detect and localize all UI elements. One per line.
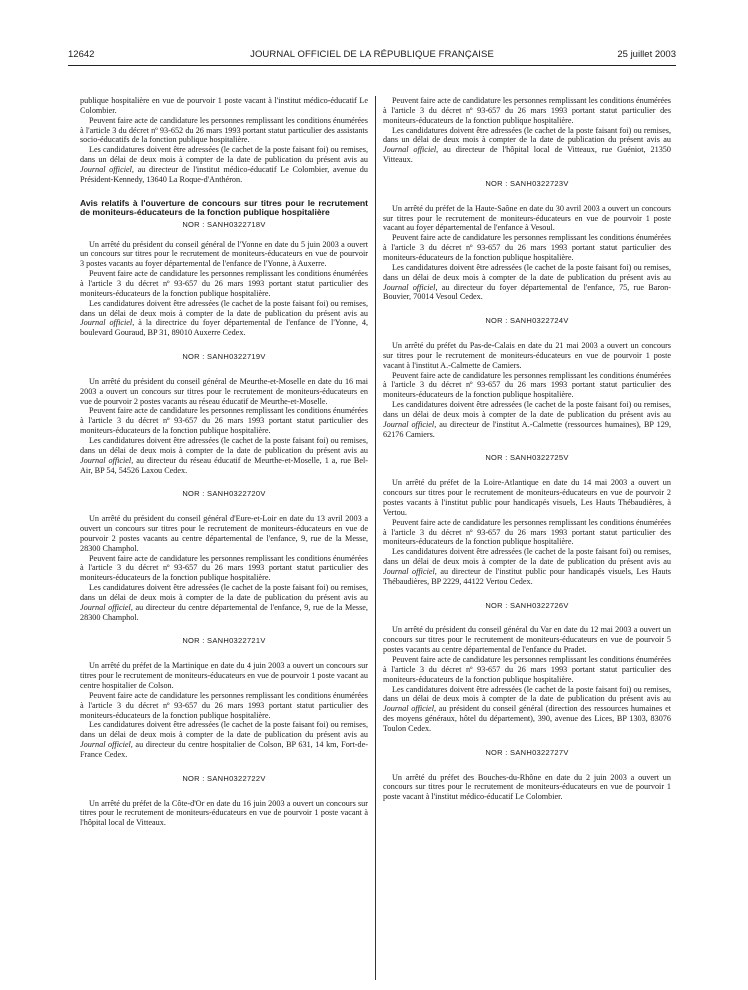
- paragraph: Peuvent faire acte de candidature les personnes remplissant les conditions énumérées à l'article 3 du décret nº 93-657 du 26 mars 1993 portant statut particulier des moniteurs-éducateurs de la fonction publique hospitalière.: [80, 553, 368, 583]
- paragraph: Peuvent faire acte de candidature les personnes remplissant les conditions énumérées à l'article 3 du décret nº 93-657 du 26 mars 1993 portant statut particulier des moniteurs-éducateurs de la fonction publique hospitalière.: [383, 517, 671, 547]
- paragraph: Un arrêté du président du conseil général du Var en date du 12 mai 2003 a ouvert un concours sur titres pour le recrutement de moniteurs-éducateurs en vue de pourvoir 5 postes vacants au centre départemental de l'enfance du Pradet.: [383, 625, 671, 655]
- paragraph: Les candidatures doivent être adressées (le cachet de la poste faisant foi) ou remises, dans un délai de deux mois à compter de la date de publication du présent avis au Journal officiel, au directeur de l'institut public pour handicapés visuels, Les Hauts Thébaudières, BP 2229, 44122 Vertou Cedex.: [383, 547, 671, 586]
- paragraph: Peuvent faire acte de candidature les personnes remplissant les conditions énumérées à l'article 3 du décret nº 93-657 du 26 mars 1993 portant statut particulier des moniteurs-éducateurs de la fonction publique hospitalière.: [383, 233, 671, 262]
- paragraph: Les candidatures doivent être adressées (le cachet de la poste faisant foi) ou remises, dans un délai de deux mois à compter de la date de publication du présent avis au Journal officiel, au directeur du centre départemental de l'enfance, 9, rue de la Messe, 28300 Champhol.: [80, 583, 368, 622]
- nor-reference: NOR : SANH0322724V: [485, 316, 569, 326]
- paragraph: Un arrêté du préfet de la Martinique en date du 4 juin 2003 a ouvert un concours sur titres pour le recrutement de moniteurs-éducateurs en vue de pourvoir 1 poste vacant au centre hospitalier de Colson.: [80, 661, 368, 690]
- paragraph: Les candidatures doivent être adressées (le cachet de la poste faisant foi) ou remises, dans un délai de deux mois à compter de la date de publication du présent avis au Journal officiel, au directeur du réseau éducatif de Meurthe-et-Moselle, 1 a, rue Bel-Air, BP 54, 54526 Laxou Cedex.: [80, 435, 368, 475]
- paragraph: Peuvent faire acte de candidature les personnes remplissant les conditions énumérées à l'article 3 du décret nº 93-652 du 26 mars 1993 portant statut particulier des assistants socio-éducatifs de la fonction publique hospitalière.: [80, 115, 368, 145]
- paragraph: Peuvent faire acte de candidature les personnes remplissant les conditions énumérées à l'article 3 du décret nº 93-657 du 26 mars 1993 portant statut particulier des moniteurs-éducateurs de la fonction publique hospitalière.: [383, 654, 671, 684]
- paragraph: Un arrêté du président du conseil général de l'Yonne en date du 5 juin 2003 a ouvert un concours sur titres pour le recrutement de moniteurs-éducateurs en vue de pourvoir 3 postes vacants au foyer départemental de l'enfance de l'Yonne, à Auxerre.: [80, 239, 368, 269]
- section-title: Avis relatifs à l'ouverture de concours sur titres pour le recrutement de moniteurs-éducateurs de la fonction publique hospitalière: [80, 197, 368, 218]
- page-header: [68, 49, 676, 63]
- paragraph: Un arrêté du préfet de la Côte-d'Or en date du 16 juin 2003 a ouvert un concours sur titres pour le recrutement de moniteurs-éducateurs en vue de pourvoir 1 poste vacant à l'hôpital local de Vitteaux.: [80, 798, 368, 828]
- nor-reference: NOR : SANH0322719V: [182, 352, 266, 362]
- paragraph: Un arrêté du préfet des Bouches-du-Rhône en date du 2 juin 2003 a ouvert un concours sur titres pour le recrutement de moniteurs-éducateurs en vue de pourvoir 1 poste vacant à l'institut médico-éducatif Le Colombier.: [383, 772, 671, 802]
- nor-reference: NOR : SANH0322721V: [182, 636, 266, 646]
- paragraph: Un arrêté du président du conseil général d'Eure-et-Loir en date du 13 avril 2003 a ouvert un concours sur titres pour le recrutement de moniteurs-éducateurs en vue de pourvoir 2 postes vacants au centre départemental de l'enfance, 9, rue de la Messe, 28300 Champhol.: [80, 514, 368, 553]
- header-rule: [68, 65, 676, 66]
- paragraph: publique hospitalière en vue de pourvoir 1 poste vacant à l'institut médico-éducatif Le Colombier.: [80, 96, 368, 115]
- nor-reference: NOR : SANH0322726V: [485, 600, 569, 610]
- nor-reference: NOR : SANH0322718V: [182, 219, 266, 229]
- paragraph: Les candidatures doivent être adressées (le cachet de la poste faisant foi) ou remises, dans un délai de deux mois à compter de la date de publication du présent avis au Journal officiel, au président du conseil général (direction des ressources humaines et des moyens généraux, hôtel du département), 390, avenue des Lices, BP 1303, 83076 Toulon Cedex.: [383, 684, 671, 733]
- paragraph: Peuvent faire acte de candidature les personnes remplissant les conditions énumérées à l'article 3 du décret nº 93-657 du 26 mars 1993 portant statut particulier des moniteurs-éducateurs de la fonction publique hospitalière.: [383, 370, 671, 400]
- paragraph: Les candidatures doivent être adressées (le cachet de la poste faisant foi) ou remises, dans un délai de deux mois à compter de la date de publication du présent avis au Journal officiel, au directeur de l'institut A.-Calmette (ressources humaines), BP 129, 62176 Camiers.: [383, 400, 671, 439]
- nor-reference: NOR : SANH0322722V: [182, 773, 266, 783]
- paragraph: Les candidatures doivent être adressées (le cachet de la poste faisant foi) ou remises, dans un délai de deux mois à compter de la date de publication du présent avis au Journal officiel, au directeur du foyer départemental de l'enfance, 75, rue Baron-Bouvier, 70014 Vesoul Cedex.: [383, 262, 671, 302]
- publication-date: 25 juillet 2003: [617, 49, 676, 60]
- paragraph: Peuvent faire acte de candidature les personnes remplissant les conditions énumérées à l'article 3 du décret nº 93-657 du 26 mars 1993 portant statut particulier des moniteurs-éducateurs de la fonction publique hospitalière.: [80, 269, 368, 298]
- left-column: [80, 96, 368, 828]
- paragraph: Les candidatures doivent être adressées (le cachet de la poste faisant foi) ou remises, dans un délai de deux mois à compter de la date de publication du présent avis au Journal officiel, au directeur de l'hôpital local de Vitteaux, rue Guéniot, 21350 Vitteaux.: [383, 125, 671, 165]
- paragraph: Peuvent faire acte de candidature les personnes remplissant les conditions énumérées à l'article 3 du décret nº 93-657 du 26 mars 1993 portant statut particulier des moniteurs-éducateurs de la fonction publique hospitalière.: [80, 406, 368, 436]
- paragraph: Peuvent faire acte de candidature les personnes remplissant les conditions énumérées à l'article 3 du décret nº 93-657 du 26 mars 1993 portant statut particulier des moniteurs-éducateurs de la fonction publique hospitalière.: [383, 96, 671, 125]
- journal-title: JOURNAL OFFICIEL DE LA RÉPUBLIQUE FRANÇAISE: [250, 49, 494, 60]
- nor-reference: NOR : SANH0322723V: [485, 178, 569, 188]
- paragraph: Peuvent faire acte de candidature les personnes remplissant les conditions énumérées à l'article 3 du décret nº 93-657 du 26 mars 1993 portant statut particulier des moniteurs-éducateurs de la fonction publique hospitalière.: [80, 690, 368, 720]
- paragraph: Les candidatures doivent être adressées (le cachet de la poste faisant foi) ou remises, dans un délai de deux mois à compter de la date de publication du présent avis au Journal officiel, au directeur de l'institut médico-éducatif Le Colombier, avenue du Président-Kennedy, 13640 La Roque-d'Anthéron.: [80, 145, 368, 184]
- page-number: 12642: [68, 49, 95, 60]
- right-column: [383, 96, 671, 802]
- paragraph: Un arrêté du préfet de la Loire-Atlantique en date du 14 mai 2003 a ouvert un concours sur titres pour le recrutement de moniteurs-éducateurs en vue de pourvoir 2 postes vacants à l'institut public pour handicapés visuels, Les Hauts Thébaudières, à Vertou.: [383, 478, 671, 517]
- paragraph: Les candidatures doivent être adressées (le cachet de la poste faisant foi) ou remises, dans un délai de deux mois à compter de la date de publication du présent avis au Journal officiel, à la directrice du foyer départemental de l'enfance de l'Yonne, 4, boulevard Gouraud, BP 31, 89010 Auxerre Cedex.: [80, 298, 368, 338]
- paragraph: Un arrêté du préfet du Pas-de-Calais en date du 21 mai 2003 a ouvert un concours sur titres pour le recrutement de moniteurs-éducateurs en vue de pourvoir 1 poste vacant à l'institut A.-Calmette de Camiers.: [383, 341, 671, 370]
- column-divider: [375, 96, 376, 980]
- paragraph: Un arrêté du préfet de la Haute-Saône en date du 30 avril 2003 a ouvert un concours sur titres pour le recrutement de moniteurs-éducateurs en vue de pourvoir 1 poste vacant au foyer départemental de l'enfance à Vesoul.: [383, 203, 671, 233]
- nor-reference: NOR : SANH0322720V: [182, 489, 266, 499]
- nor-reference: NOR : SANH0322727V: [485, 747, 569, 757]
- paragraph: Les candidatures doivent être adressées (le cachet de la poste faisant foi) ou remises, dans un délai de deux mois à compter de la date de publication du présent avis au Journal officiel, au directeur du centre hospitalier de Colson, BP 631, 14 km, Fort-de-France Cedex.: [80, 720, 368, 759]
- paragraph: Un arrêté du président du conseil général de Meurthe-et-Moselle en date du 16 mai 2003 a ouvert un concours sur titres pour le recrutement de moniteurs-éducateurs en vue de pourvoir 2 postes vacants au réseau éducatif de Meurthe-et-Moselle.: [80, 376, 368, 406]
- nor-reference: NOR : SANH0322725V: [485, 453, 569, 463]
